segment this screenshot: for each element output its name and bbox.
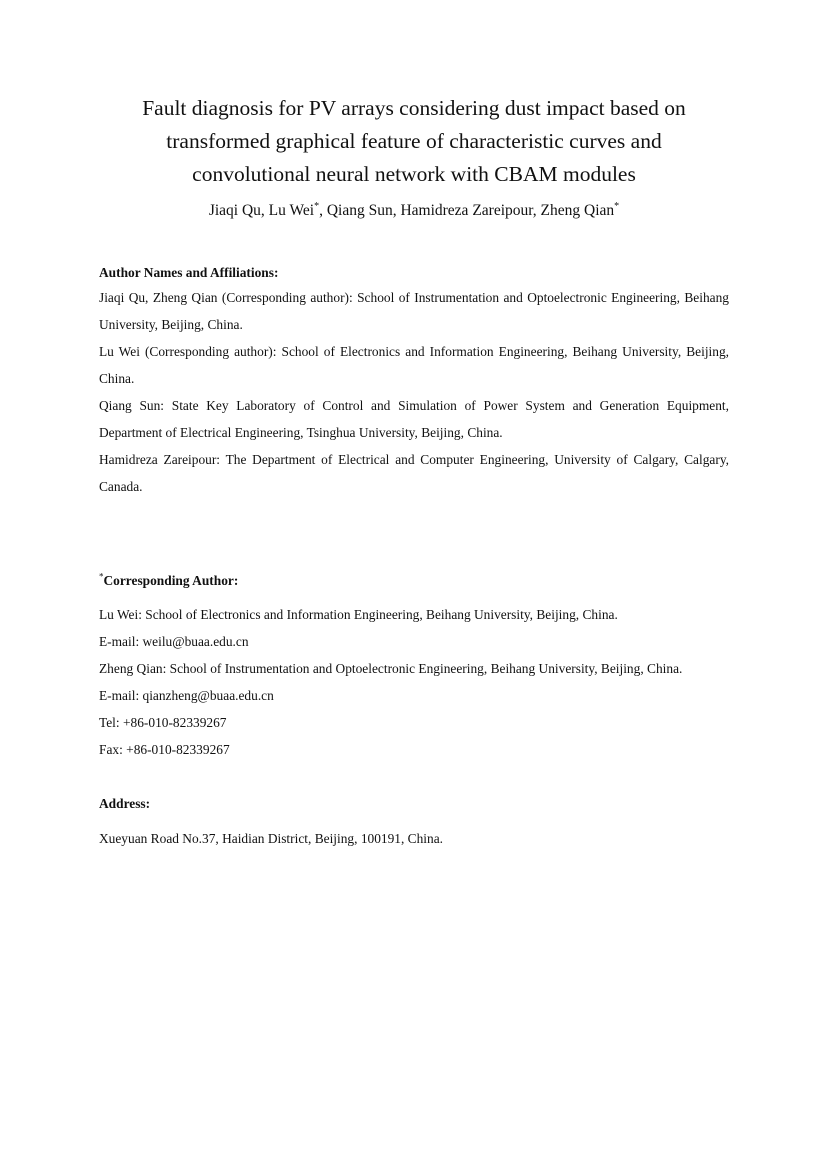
title-line: transformed graphical feature of characteristic curves and	[166, 129, 662, 153]
address-section	[99, 793, 729, 852]
authors-part-2: , Qiang Sun, Hamidreza Zareipour, Zheng Qian	[319, 202, 615, 219]
corresponding-mark: *	[614, 200, 620, 212]
affiliation-item: Hamidreza Zareipour: The Department of Electrical and Computer Engineering, University of Calgary, Calgary, Canada.	[99, 452, 729, 494]
corresponding-heading-text: Corresponding Author:	[103, 573, 239, 588]
email-line: E-mail: weilu@buaa.edu.cn	[99, 634, 249, 649]
affiliation-item: Lu Wei (Corresponding author): School of Electronics and Information Engineering, Beihang University, Beijing, China.	[99, 344, 729, 386]
contact-line: Zheng Qian: School of Instrumentation and Optoelectronic Engineering, Beihang University, Beijing, China.	[99, 661, 683, 676]
fax-line: Fax: +86-010-82339267	[99, 742, 230, 757]
address-heading: Address:	[99, 796, 151, 811]
affiliation-item: Qiang Sun: State Key Laboratory of Control and Simulation of Power System and Generation Equipment, Department of Electrical Engineering, Tsinghua University, Beijing, China.	[99, 398, 729, 440]
affiliations-section	[99, 262, 729, 500]
address-line: Xueyuan Road No.37, Haidian District, Beijing, 100191, China.	[99, 831, 444, 846]
corresponding-heading	[99, 568, 729, 594]
corresponding-mark: *	[99, 571, 104, 582]
title-line: Fault diagnosis for PV arrays considering dust impact based on	[142, 96, 686, 120]
tel-line: Tel: +86-010-82339267	[99, 715, 227, 730]
corresponding-mark: *	[314, 200, 320, 212]
corresponding-section	[99, 568, 729, 763]
authors-part-1: Jiaqi Qu, Lu Wei	[208, 202, 315, 219]
paper-title	[100, 92, 728, 191]
author-list	[100, 199, 728, 223]
contact-line: Lu Wei: School of Electronics and Information Engineering, Beihang University, Beijing, China.	[99, 607, 618, 622]
affiliation-item: Jiaqi Qu, Zheng Qian (Corresponding author): School of Instrumentation and Optoelectronic Engineering, Beihang University, Beijing, China.	[99, 290, 729, 332]
affiliations-heading: Author Names and Affiliations:	[99, 265, 279, 280]
email-line: E-mail: qianzheng@buaa.edu.cn	[99, 688, 274, 703]
title-line: convolutional neural network with CBAM modules	[192, 162, 636, 186]
